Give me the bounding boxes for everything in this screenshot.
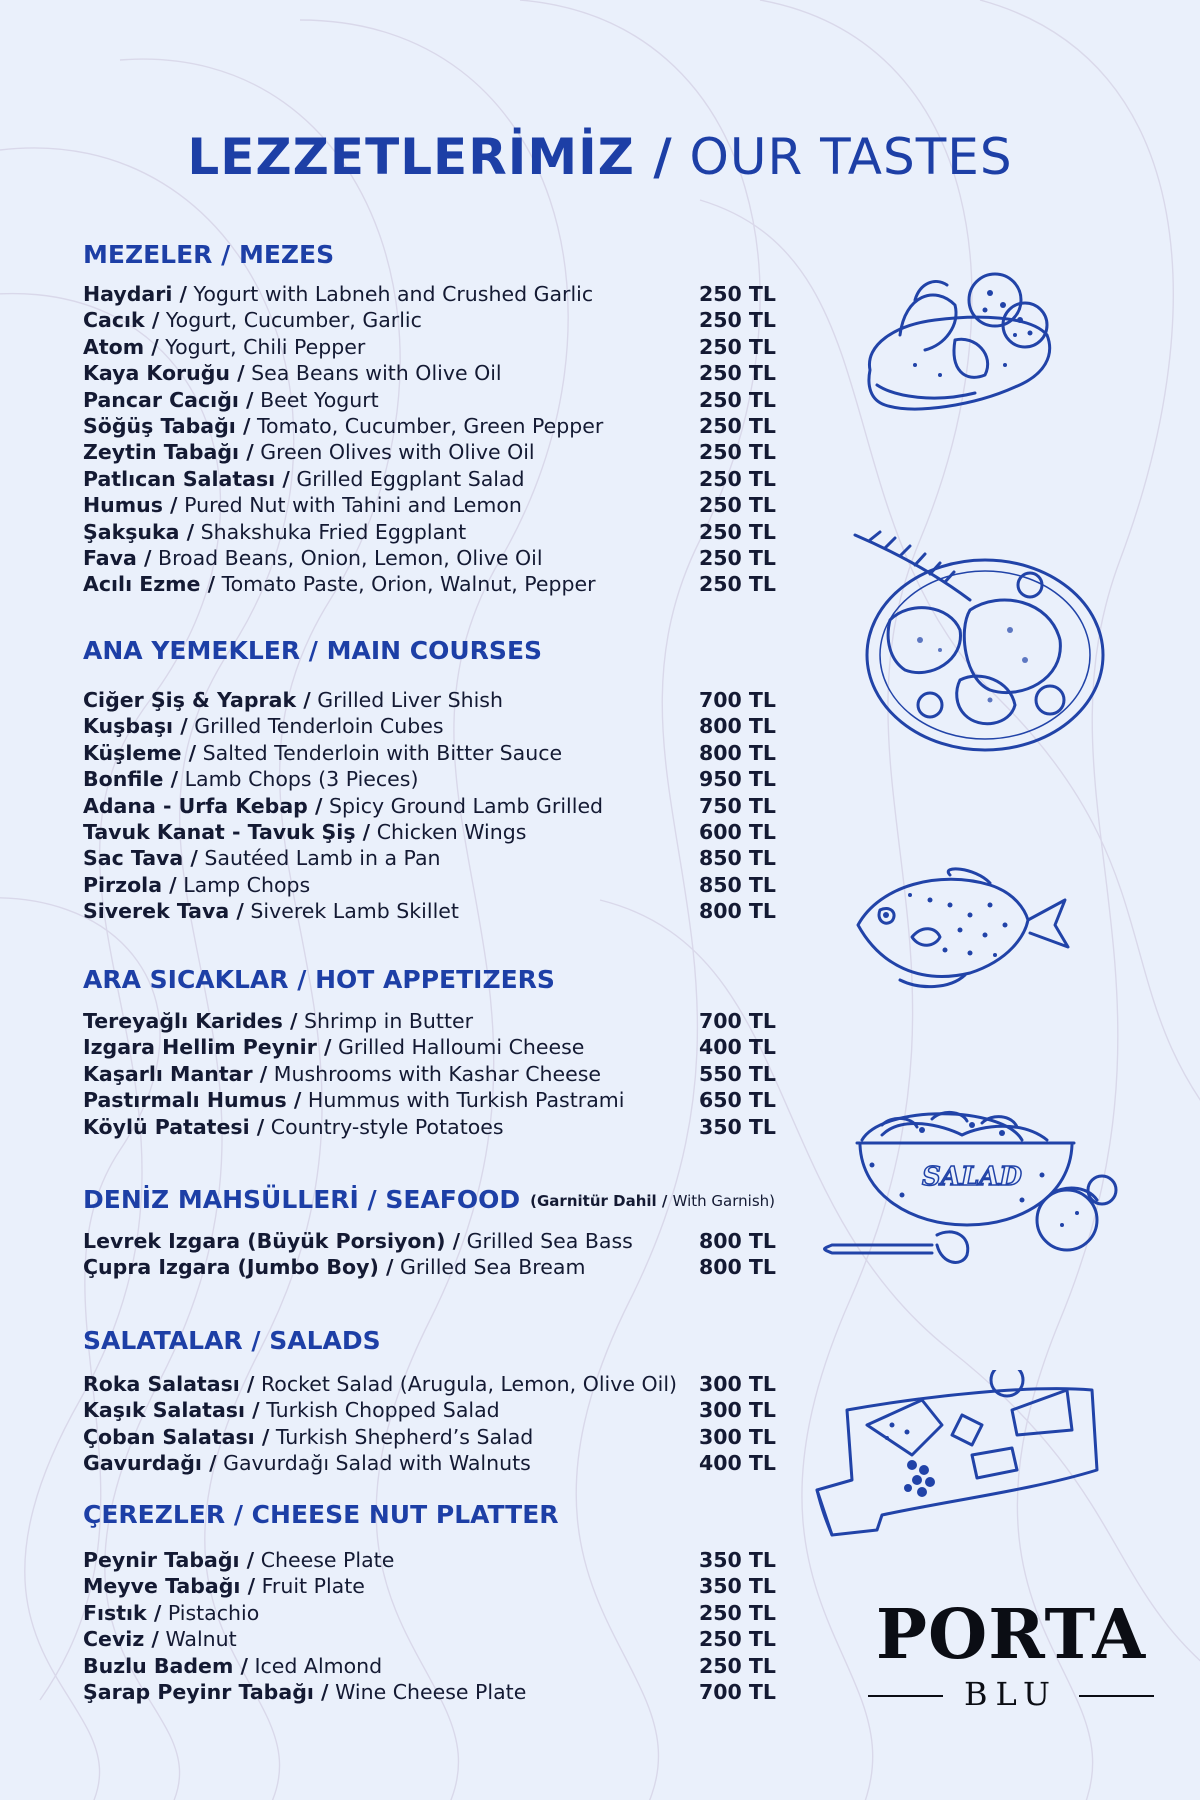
menu-item-price: 700 TL xyxy=(699,1679,776,1704)
menu-item: Tavuk Kanat - Tavuk Şiş / Chicken Wings 600 TL xyxy=(83,819,776,844)
menu-item-price: 250 TL xyxy=(699,1653,776,1678)
cheese-board-illustration xyxy=(812,1370,1102,1545)
garnish-note: (Garnitür Dahil / With Garnish) xyxy=(530,1192,775,1210)
menu-item: Ceviz / Walnut 250 TL xyxy=(83,1627,776,1652)
menu-item-price: 350 TL xyxy=(699,1548,776,1572)
menu-item-price: 250 TL xyxy=(699,545,776,570)
section-mezeler xyxy=(83,240,783,598)
menu-item-price: 250 TL xyxy=(699,413,776,438)
section-title-mezeler: MEZELER / MEZES xyxy=(83,240,335,269)
menu-item-price: 850 TL xyxy=(699,846,776,871)
menu-item-price: 950 TL xyxy=(699,767,776,792)
menu-item: Küşleme / Salted Tenderloin with Bitter Sauce 800 TL xyxy=(83,740,776,765)
menu-item-price: 800 TL xyxy=(699,1255,776,1280)
menu-item: Meyve Tabağı / Fruit Plate 350 TL xyxy=(83,1574,776,1599)
menu-list-mezeler xyxy=(83,281,783,598)
menu-item: Cacık / Yogurt, Cucumber, Garlic 250 TL xyxy=(83,308,776,333)
menu-item: Ciğer Şiş & Yaprak / Grilled Liver Shish 700 TL xyxy=(83,688,776,712)
logo-subtitle: BLU xyxy=(964,1675,1058,1713)
menu-item-price: 250 TL xyxy=(699,1627,776,1652)
menu-item-price: 800 TL xyxy=(699,714,776,739)
menu-item-price: 250 TL xyxy=(699,519,776,544)
menu-item-price: 850 TL xyxy=(699,872,776,897)
menu-item: Levrek Izgara (Büyük Porsiyon) / Grilled Sea Bass 800 TL xyxy=(83,1229,776,1253)
menu-item-price: 550 TL xyxy=(699,1061,776,1086)
menu-item: Şarap Peyinr Tabağı / Wine Cheese Plate 700 TL xyxy=(83,1679,776,1704)
menu-item: Kaya Koruğu / Sea Beans with Olive Oil 250 TL xyxy=(83,361,776,386)
fish-illustration xyxy=(850,865,1075,995)
page-title xyxy=(0,128,1200,186)
menu-item: Roka Salatası / Rocket Salad (Arugula, Lemon, Olive Oil) 300 TL xyxy=(83,1372,776,1396)
menu-item: Pancar Cacığı / Beet Yogurt 250 TL xyxy=(83,387,776,412)
menu-item: Pastırmalı Humus / Hummus with Turkish Pastrami 650 TL xyxy=(83,1088,776,1113)
menu-item: Kaşarlı Mantar / Mushrooms with Kashar Cheese 550 TL xyxy=(83,1061,776,1086)
salad-bowl-label: SALAD xyxy=(922,1162,1022,1192)
menu-item: Kuşbaşı / Grilled Tenderloin Cubes 800 TL xyxy=(83,714,776,739)
menu-item: Buzlu Badem / Iced Almond 250 TL xyxy=(83,1653,776,1678)
menu-item-price: 700 TL xyxy=(699,688,776,712)
menu-item-price: 250 TL xyxy=(699,493,776,518)
meze-plate-illustration xyxy=(855,265,1060,435)
section-title-ana: ANA YEMEKLER / MAIN COURSES xyxy=(83,636,543,665)
section-deniz xyxy=(83,1185,803,1281)
menu-item-price: 700 TL xyxy=(699,1009,776,1033)
menu-item: Pirzola / Lamp Chops 850 TL xyxy=(83,872,776,897)
menu-item-price: 250 TL xyxy=(699,361,776,386)
menu-item: Humus / Pured Nut with Tahini and Lemon 250 TL xyxy=(83,493,776,518)
section-title-ara: ARA SICAKLAR / HOT APPETIZERS xyxy=(83,965,555,994)
menu-item-price: 600 TL xyxy=(699,819,776,844)
section-title-salata: SALATALAR / SALADS xyxy=(83,1326,381,1355)
menu-item-price: 400 TL xyxy=(699,1035,776,1060)
menu-item-price: 650 TL xyxy=(699,1088,776,1113)
section-title-deniz: DENİZ MAHSÜLLERİ / SEAFOOD (Garnitür Dahil / With Garnish) xyxy=(83,1185,775,1214)
menu-list-ara xyxy=(83,1008,783,1140)
menu-item: Izgara Hellim Peynir / Grilled Halloumi Cheese 400 TL xyxy=(83,1035,776,1060)
menu-item-price: 400 TL xyxy=(699,1451,776,1476)
menu-item-price: 250 TL xyxy=(699,334,776,359)
menu-item: Fıstık / Pistachio 250 TL xyxy=(83,1600,776,1625)
menu-item: Fava / Broad Beans, Onion, Lemon, Olive Oil 250 TL xyxy=(83,545,776,570)
menu-item-price: 350 TL xyxy=(699,1574,776,1599)
menu-item: Gavurdağı / Gavurdağı Salad with Walnuts 400 TL xyxy=(83,1451,776,1476)
section-title-cerez: ÇEREZLER / CHEESE NUT PLATTER xyxy=(83,1500,559,1529)
menu-item: Siverek Tava / Siverek Lamb Skillet 800 TL xyxy=(83,899,776,924)
menu-list-salata xyxy=(83,1371,783,1477)
menu-item: Köylü Patatesi / Country-style Potatoes 350 TL xyxy=(83,1114,776,1139)
menu-item: Bonfile / Lamb Chops (3 Pieces) 950 TL xyxy=(83,767,776,792)
menu-item-price: 250 TL xyxy=(699,387,776,412)
menu-item-price: 250 TL xyxy=(699,308,776,333)
menu-item-price: 800 TL xyxy=(699,1229,776,1253)
section-ara-sicaklar xyxy=(83,965,783,1140)
section-cerezler xyxy=(83,1500,783,1705)
main-course-plate-illustration xyxy=(850,530,1120,755)
menu-item-price: 250 TL xyxy=(699,282,776,306)
menu-item-price: 300 TL xyxy=(699,1398,776,1423)
menu-item: Kaşık Salatası / Turkish Chopped Salad 300 TL xyxy=(83,1398,776,1423)
menu-item: Peynir Tabağı / Cheese Plate 350 TL xyxy=(83,1548,776,1572)
porta-blu-logo xyxy=(856,1595,1166,1735)
menu-item: Sac Tava / Sautéed Lamb in a Pan 850 TL xyxy=(83,846,776,871)
menu-item-price: 250 TL xyxy=(699,440,776,465)
section-salatalar xyxy=(83,1326,783,1477)
menu-item: Acılı Ezme / Tomato Paste, Orion, Walnut, Pepper 250 TL xyxy=(83,572,776,597)
section-ana-yemekler xyxy=(83,636,783,925)
menu-item: Çupra Izgara (Jumbo Boy) / Grilled Sea Bream 800 TL xyxy=(83,1255,776,1280)
menu-item-price: 800 TL xyxy=(699,899,776,924)
menu-list-ana xyxy=(83,687,783,925)
menu-list-cerez xyxy=(83,1547,783,1705)
logo-rule-right xyxy=(1079,1695,1154,1697)
menu-item: Çoban Salatası / Turkish Shepherd’s Salad 300 TL xyxy=(83,1424,776,1449)
menu-item-price: 250 TL xyxy=(699,1600,776,1625)
menu-list-deniz xyxy=(83,1228,803,1281)
menu-item: Tereyağlı Karides / Shrimp in Butter 700 TL xyxy=(83,1009,776,1033)
page-title-en: OUR TASTES xyxy=(689,128,1013,186)
menu-item-price: 750 TL xyxy=(699,793,776,818)
logo-wordmark: PORTA xyxy=(875,1595,1147,1675)
menu-item-price: 250 TL xyxy=(699,466,776,491)
menu-item: Adana - Urfa Kebap / Spicy Ground Lamb Grilled 750 TL xyxy=(83,793,776,818)
page-title-tr: LEZZETLERİMİZ / xyxy=(187,128,673,186)
menu-item: Atom / Yogurt, Chili Pepper 250 TL xyxy=(83,334,776,359)
menu-item: Söğüş Tabağı / Tomato, Cucumber, Green Pepper 250 TL xyxy=(83,413,776,438)
menu-item-price: 800 TL xyxy=(699,740,776,765)
menu-item-price: 250 TL xyxy=(699,572,776,597)
menu-item: Haydari / Yogurt with Labneh and Crushed Garlic 250 TL xyxy=(83,282,776,306)
menu-item-price: 350 TL xyxy=(699,1114,776,1139)
menu-item: Zeytin Tabağı / Green Olives with Olive Oil 250 TL xyxy=(83,440,776,465)
menu-item: Şakşuka / Shakshuka Fried Eggplant 250 TL xyxy=(83,519,776,544)
menu-item: Patlıcan Salatası / Grilled Eggplant Salad 250 TL xyxy=(83,466,776,491)
salad-bowl-illustration xyxy=(822,1095,1122,1280)
menu-item-price: 300 TL xyxy=(699,1424,776,1449)
menu-item-price: 300 TL xyxy=(699,1372,776,1396)
